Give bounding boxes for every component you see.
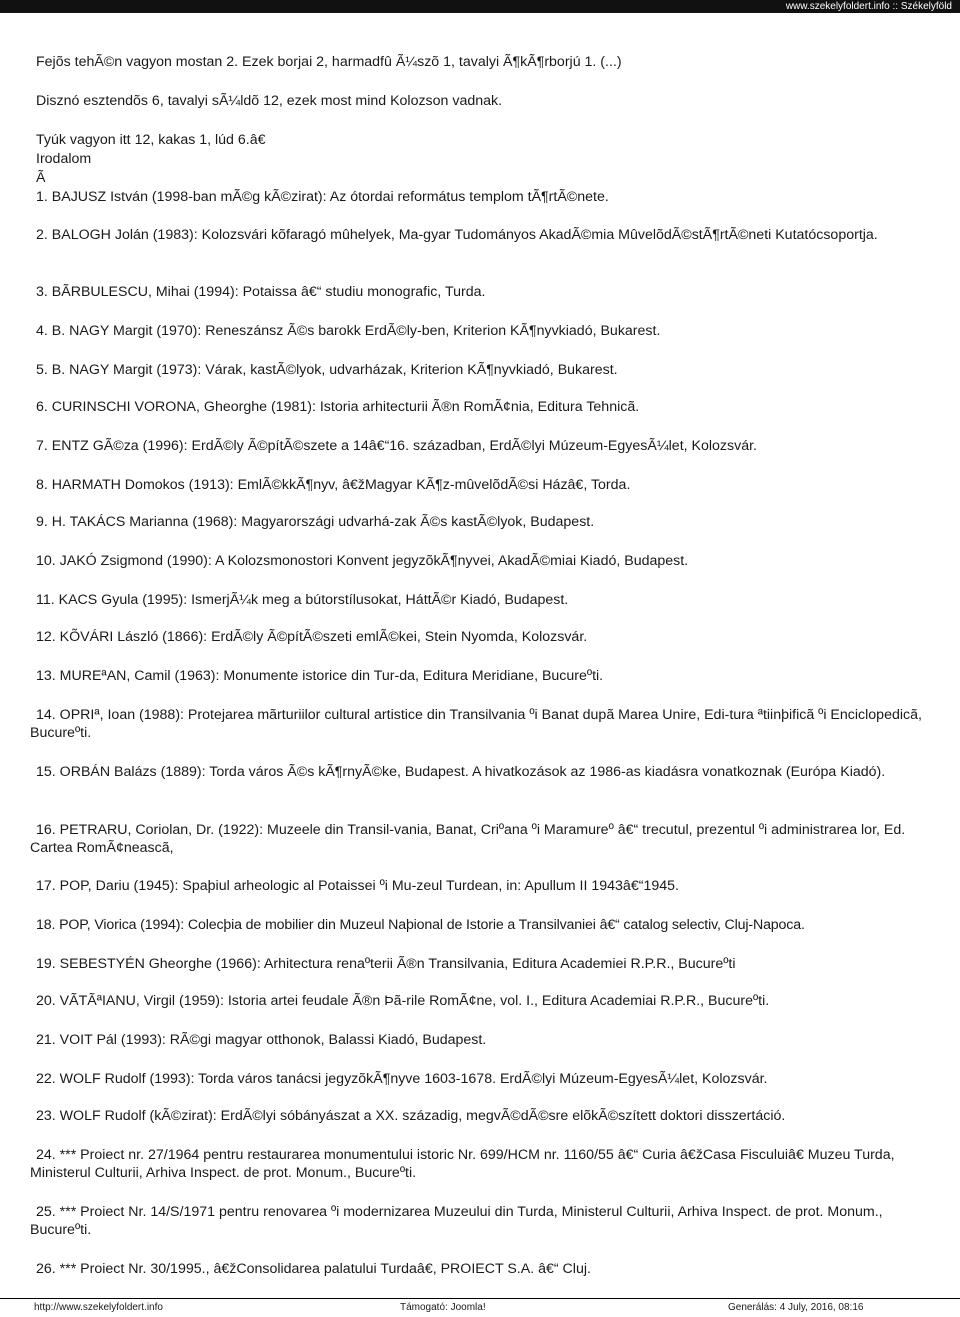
reference-item: 15. ORBÁN Balázs (1889): Torda város Ã©s kÃ¶rnyÃ©ke, Budapest. A hivatkozások az 1986-as kiadásra vonatkoznak (Európa Kiadó).: [36, 764, 886, 780]
footer-url-link[interactable]: http://www.szekelyfoldert.info: [34, 1302, 163, 1313]
reference-item: 16. PETRARU, Coriolan, Dr. (1922): Muzeele din Transil-vania, Banat, Criºana ºi Maramureº â€“ trecutul, prezentul ºi administrarea lor, Ed. Cartea RomÃ¢neascã,: [30, 822, 906, 856]
reference-item: 9. H. TAKÁCS Marianna (1968): Magyarországi udvarhá-zak Ã©s kastÃ©lyok, Budapest.: [36, 514, 595, 530]
reference-item: 11. KACS Gyula (1995): IsmerjÃ¼k meg a bútorstílusokat, HáttÃ©r Kiadó, Budapest.: [36, 592, 569, 608]
reference-item: 26. *** Proiect Nr. 30/1995., â€žConsolidarea palatului Turdaâ€, PROIECT S.A. â€“ Cluj.: [36, 1261, 591, 1277]
reference-item: 22. WOLF Rudolf (1993): Torda város tanácsi jegyzõkÃ¶nyve 1603-1678. ErdÃ©lyi Múzeum-EgyesÃ¼let, Kolozsvár.: [36, 1071, 768, 1087]
section-heading: Irodalom: [36, 151, 92, 167]
page-footer: [0, 1298, 960, 1317]
reference-item: 3. BÃRBULESCU, Mihai (1994): Potaissa â€“ studiu monografic, Turda.: [36, 284, 486, 300]
reference-item: 1. BAJUSZ István (1998-ban mÃ©g kÃ©zirat): Az ótordai református templom tÃ¶rtÃ©nete.: [36, 189, 609, 205]
reference-item: 14. OPRIª, Ioan (1988): Protejarea mãrturiilor cultural artistice din Transilvania ºi Banat dupã Marea Unire, Edi-tura ªtiinþificã ºi Enciclopedicã, Bucureºti.: [30, 707, 922, 741]
reference-item: 17. POP, Dariu (1945): Spaþiul arheologic al Potaissei ºi Mu-zeul Turdean, in: Apullum II 1943â€“1945.: [36, 878, 679, 894]
reference-item: 2. BALOGH Jolán (1983): Kolozsvári kõfaragó mûhelyek, Ma-gyar Tudományos AkadÃ©mia MûvelõdÃ©stÃ¶rtÃ©neti Kutatócsoportja.: [36, 227, 878, 243]
intro-line: Fejõs tehÃ©n vagyon mostan 2. Ezek borjai 2, harmadfû Ã¼szõ 1, tavalyi Ã¶kÃ¶rborjú 1. (...): [36, 54, 622, 70]
footer-generated: Generálás: 4 July, 2016, 08:16: [728, 1302, 864, 1313]
reference-item: 6. CURINSCHI VORONA, Gheorghe (1981): Istoria arhitecturii Ã®n RomÃ¢nia, Editura Tehnicã.: [36, 399, 640, 415]
reference-item: 5. B. NAGY Margit (1973): Várak, kastÃ©lyok, udvarházak, Kriterion KÃ¶nyvkiadó, Bukarest.: [36, 362, 618, 378]
intro-line: Disznó esztendõs 6, tavalyi sÃ¼ldõ 12, ezek most mind Kolozson vadnak.: [36, 93, 503, 109]
reference-item: 12. KÕVÁRI László (1866): ErdÃ©ly Ã©pítÃ©szeti emlÃ©kei, Stein Nyomda, Kolozsvár.: [36, 629, 588, 645]
reference-item: 20. VÃTÃªIANU, Virgil (1959): Istoria artei feudale Ã®n Þã-rile RomÃ¢ne, vol. I., Editura Academiai R.P.R., Bucureºti.: [36, 993, 770, 1009]
reference-item: 23. WOLF Rudolf (kÃ©zirat): ErdÃ©lyi sóbányászat a XX. századig, megvÃ©dÃ©sre elõkÃ©szített doktori disszertáció.: [36, 1108, 786, 1124]
footer-sponsor: Támogató: Joomla!: [400, 1302, 486, 1313]
intro-line: Tyúk vagyon itt 12, kakas 1, lúd 6.â€: [36, 132, 266, 148]
reference-item: 4. B. NAGY Margit (1970): Reneszánsz Ã©s barokk ErdÃ©ly-ben, Kriterion KÃ¶nyvkiadó, Bukarest.: [36, 323, 661, 339]
reference-item: 18. POP, Viorica (1994): Colecþia de mobilier din Muzeul Naþional de Istorie a Transilvaniei â€“ catalog selectiv, Cluj-Napoca.: [36, 917, 805, 933]
reference-item: 13. MUREªAN, Camil (1963): Monumente istorice din Tur-da, Editura Meridiane, Bucureºti.: [36, 668, 604, 684]
site-header-bar: [0, 0, 960, 13]
reference-item: 8. HARMATH Domokos (1913): EmlÃ©kkÃ¶nyv, â€žMagyar KÃ¶z-mûvelõdÃ©si Házâ€, Torda.: [36, 477, 631, 493]
reference-item: 10. JAKÓ Zsigmond (1990): A Kolozsmonostori Konvent jegyzõkÃ¶nyvei, AkadÃ©miai Kiadó, Budapest.: [36, 553, 689, 569]
site-header-text: www.szekelyfoldert.info :: Székelyföld: [785, 1, 952, 12]
reference-item: 19. SEBESTYÉN Gheorghe (1966): Arhitectura renaºterii Ã®n Transilvania, Editura Academiei R.P.R., Bucureºti: [36, 956, 736, 972]
reference-item: 7. ENTZ GÃ©za (1996): ErdÃ©ly Ã©pítÃ©szete a 14â€“16. században, ErdÃ©lyi Múzeum-EgyesÃ¼let, Kolozsvár.: [36, 438, 757, 454]
reference-item: 25. *** Proiect Nr. 14/S/1971 pentru renovarea ºi modernizarea Muzeului din Turda, Ministerul Culturii, Arhiva Inspect. de prot. Monum., Bucureºti.: [30, 1204, 883, 1238]
intro-line: Ã: [36, 170, 46, 186]
reference-item: 21. VOIT Pál (1993): RÃ©gi magyar otthonok, Balassi Kiadó, Budapest.: [36, 1032, 487, 1048]
reference-item: 24. *** Proiect nr. 27/1964 pentru restaurarea monumentului istoric Nr. 699/HCM nr. 1160/55 â€“ Curia â€žCasa Fisculuiâ€ Muzeu Turda, Ministerul Culturii, Arhiva Inspect. de prot. Monum., Bucureºti.: [30, 1147, 895, 1181]
